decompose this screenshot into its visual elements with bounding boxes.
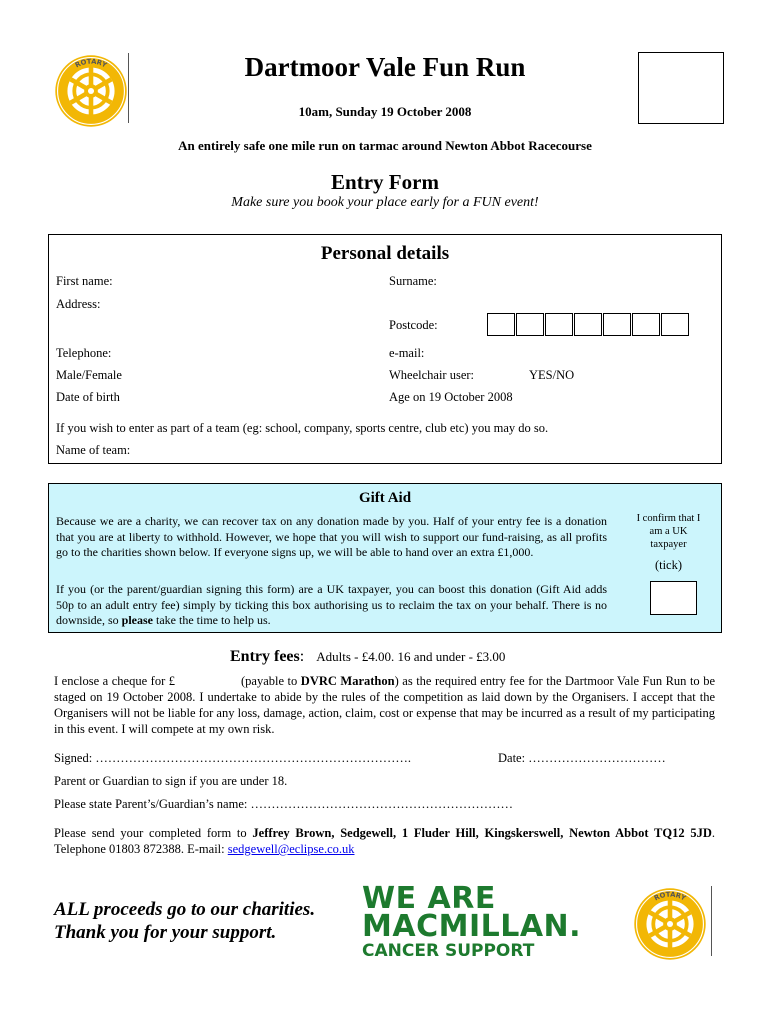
date-line: Date: …………………………… xyxy=(498,751,666,765)
rotary-international-logo-icon xyxy=(632,886,708,962)
gift-aid-paragraph-1: Because we are a charity, we can recover tax on any donation made by you. Half of your entry fee is a donation that you are at liberty to withhold. However, we hope that you will wish to support our fund-raising, as all profits go to the charities shown below. If everyone signs up, we will be able to hand over an extra £1,000. xyxy=(56,514,607,559)
event-subtitle: An entirely safe one mile run on tarmac around Newton Abbot Racecourse xyxy=(178,138,592,153)
personal-details-section xyxy=(48,234,722,464)
macmillan-logo: WE ARE MACMILLAN. CANCER SUPPORT xyxy=(362,881,582,961)
address-label: Address: xyxy=(56,297,101,311)
svg-text:ROTARY: ROTARY xyxy=(73,57,109,70)
surname-label: Surname: xyxy=(389,274,437,288)
svg-text:ROTARY: ROTARY xyxy=(652,890,688,903)
dob-label: Date of birth xyxy=(56,390,120,404)
gift-aid-heading: Gift Aid xyxy=(358,490,412,506)
gender-label: Male/Female xyxy=(56,368,122,382)
rotary-logo-bottom xyxy=(632,886,708,967)
wheelchair-label: Wheelchair user: xyxy=(389,368,475,382)
wheelchair-options: YES/NO xyxy=(529,368,575,382)
taxpayer-confirm-label: I confirm that I am a UK taxpayer xyxy=(636,513,701,550)
postcode-label: Postcode: xyxy=(389,318,438,332)
email-label: e-mail: xyxy=(389,346,425,360)
cheque-declaration: I enclose a cheque for £ (payable to DVRC Marathon) as the required entry fee for the Dartmoor Vale Fun Run to be staged on 19 October 2008. I undertake to abide by the rules of the competition as laid down by the Organisers. I accept that the Organisers will not be liable for any loss, damage, action, claim, cost or expense that may be incurred as a result of my participating in this event. I will compete at my own risk. xyxy=(54,674,715,736)
event-date: 10am, Sunday 19 October 2008 xyxy=(298,104,472,119)
entry-form-note: Make sure you book your place early for a FUN event! xyxy=(231,195,539,210)
gift-aid-paragraph-2: If you (or the parent/guardian signing this form) are a UK taxpayer, you can boost this donation (Gift Aid adds 50p to an adult entry fee) simply by ticking this box authorising us to reclaim the tax on your behalf. There is no downside, so please take the time to help us. xyxy=(56,582,607,627)
signed-line: Signed: …………………………………………………………………. xyxy=(54,751,411,765)
entry-fees-line: Entry fees: Adults - £4.00. 16 and under - £3.00 xyxy=(230,648,506,665)
entry-fees-amounts: Adults - £4.00. 16 and under - £3.00 xyxy=(316,649,506,664)
send-instructions: Please send your completed form to Jeffrey Brown, Sedgewell, 1 Fluder Hill, Kingskerswell, Newton Abbot TQ12 5JD. Telephone 01803 872388. E-mail: sedgewell@eclipse.co.uk xyxy=(54,826,716,856)
team-note: If you wish to enter as part of a team (eg: school, company, sports centre, club etc) you may do so. xyxy=(56,421,549,435)
tick-label: (tick) xyxy=(654,558,683,572)
entry-fees-label: Entry fees xyxy=(230,648,300,665)
parent-name-line: Please state Parent’s/Guardian’s name: ……………………………………………………… xyxy=(54,797,513,811)
contact-email-link[interactable]: sedgewell@eclipse.co.uk xyxy=(227,842,355,856)
first-name-label: First name: xyxy=(56,274,113,288)
entry-form-title: Entry Form xyxy=(331,170,439,194)
postcode-boxes[interactable] xyxy=(487,313,690,336)
personal-details-heading: Personal details xyxy=(320,243,450,264)
gift-aid-section xyxy=(48,483,722,633)
team-name-label: Name of team: xyxy=(56,443,131,457)
parent-sign-note: Parent or Guardian to sign if you are under 18. xyxy=(54,774,288,788)
taxpayer-tick-box[interactable] xyxy=(650,581,697,615)
photo-box xyxy=(638,52,724,124)
age-label: Age on 19 October 2008 xyxy=(389,390,513,404)
telephone-label: Telephone: xyxy=(56,346,112,360)
closing-message: ALL proceeds go to our charities. Thank you for your support. xyxy=(54,899,316,943)
page-title: Dartmoor Vale Fun Run xyxy=(244,52,526,82)
